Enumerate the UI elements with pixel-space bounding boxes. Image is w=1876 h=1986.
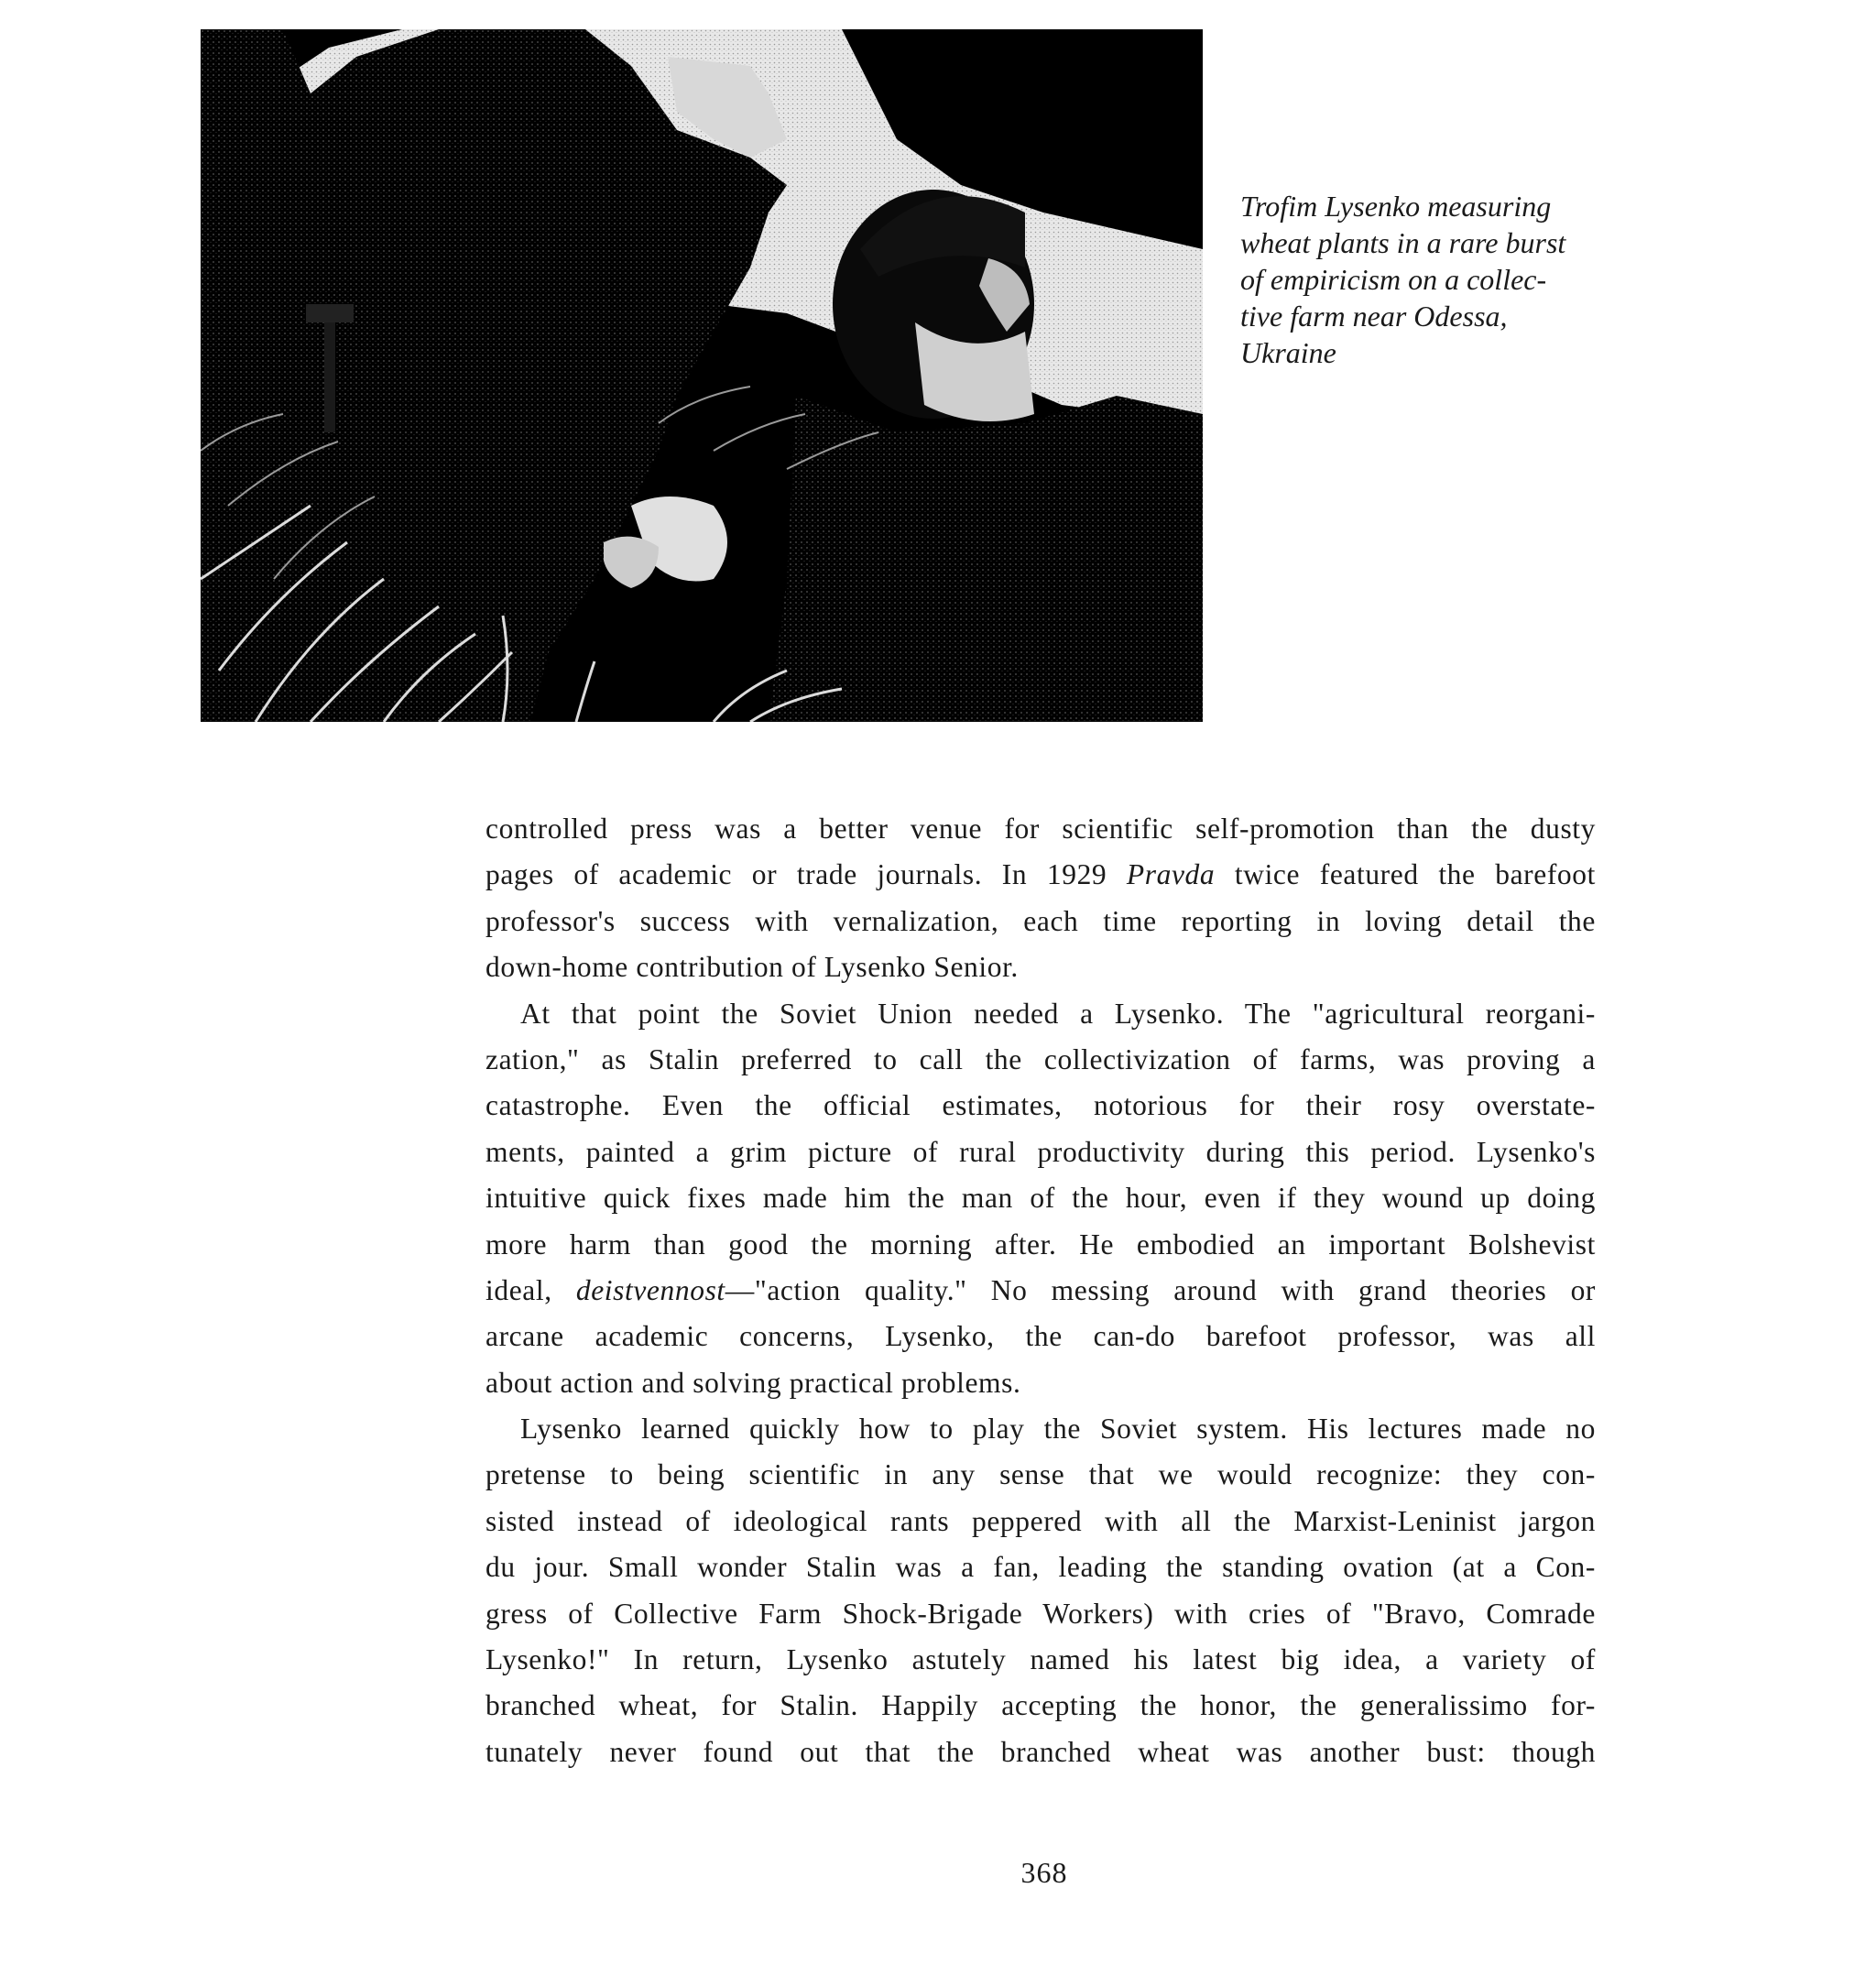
text-line: branched wheat, for Stalin. Happily accepting the honor, the generalissimo for-	[485, 1689, 1596, 1722]
body-text	[485, 806, 1596, 1775]
photo-image	[201, 29, 1203, 722]
caption-line: of empiricism on a collec-	[1240, 263, 1547, 296]
caption-line: Ukraine	[1240, 336, 1336, 369]
text-line: intuitive quick fixes made him the man of the hour, even if they wound up doing	[485, 1182, 1596, 1215]
text-line: catastrophe. Even the official estimates, notorious for their rosy overstate-	[485, 1089, 1596, 1122]
text-line: pretense to being scientific in any sense that we would recognize: they con-	[485, 1458, 1596, 1491]
text-line: more harm than good the morning after. He embodied an important Bolshevist	[485, 1228, 1596, 1260]
text-line: about action and solving practical problems.	[485, 1366, 1021, 1399]
caption-line: tive farm near Odessa,	[1240, 300, 1508, 333]
text-line: du jour. Small wonder Stalin was a fan, leading the standing ovation (at a Con-	[485, 1551, 1596, 1584]
italic-publication-name: Pravda	[1126, 858, 1216, 891]
text-line: professor's success with vernalization, each time reporting in loving detail the	[485, 904, 1596, 937]
text-line: Lysenko!" In return, Lysenko astutely named his latest big idea, a variety of	[485, 1643, 1596, 1676]
text-line: zation," as Stalin preferred to call the collectivization of farms, was proving a	[485, 1042, 1596, 1075]
text-line	[485, 852, 1596, 898]
text-line: controlled press was a better venue for scientific self-promotion than the dusty	[485, 813, 1596, 845]
text-run: ideal,	[485, 1273, 576, 1306]
photo-lysenko-wheat-field	[201, 29, 1203, 722]
text-line: tunately never found out that the branched wheat was another bust: though	[485, 1735, 1596, 1768]
text-line: arcane academic concerns, Lysenko, the can-do barefoot professor, was all	[485, 1320, 1596, 1353]
text-line	[485, 1268, 1596, 1314]
text-line: sisted instead of ideological rants peppered with all the Marxist-Leninist jargon	[485, 1504, 1596, 1537]
text-line: down-home contribution of Lysenko Senior.	[485, 951, 1019, 984]
text-line: Lysenko learned quickly how to play the Soviet system. His lectures made no	[520, 1413, 1596, 1446]
text-run: twice featured the barefoot	[1215, 858, 1596, 891]
text-line: At that point the Soviet Union needed a Lysenko. The "agricultural reorgani-	[520, 997, 1596, 1030]
caption-line: Trofim Lysenko measuring	[1240, 190, 1552, 223]
italic-term: deistvennost	[575, 1273, 725, 1306]
caption-line: wheat plants in a rare burst	[1240, 226, 1566, 259]
text-run: pages of academic or trade journals. In 1929	[485, 858, 1127, 891]
page-number: 368	[1020, 1856, 1068, 1889]
figure-caption	[1240, 188, 1607, 371]
text-line: ments, painted a grim picture of rural productivity during this period. Lysenko's	[485, 1135, 1596, 1168]
text-run: —"action quality." No messing around with grand theories or	[725, 1273, 1597, 1306]
text-line: gress of Collective Farm Shock-Brigade Workers) with cries of "Bravo, Comrade	[485, 1597, 1596, 1630]
